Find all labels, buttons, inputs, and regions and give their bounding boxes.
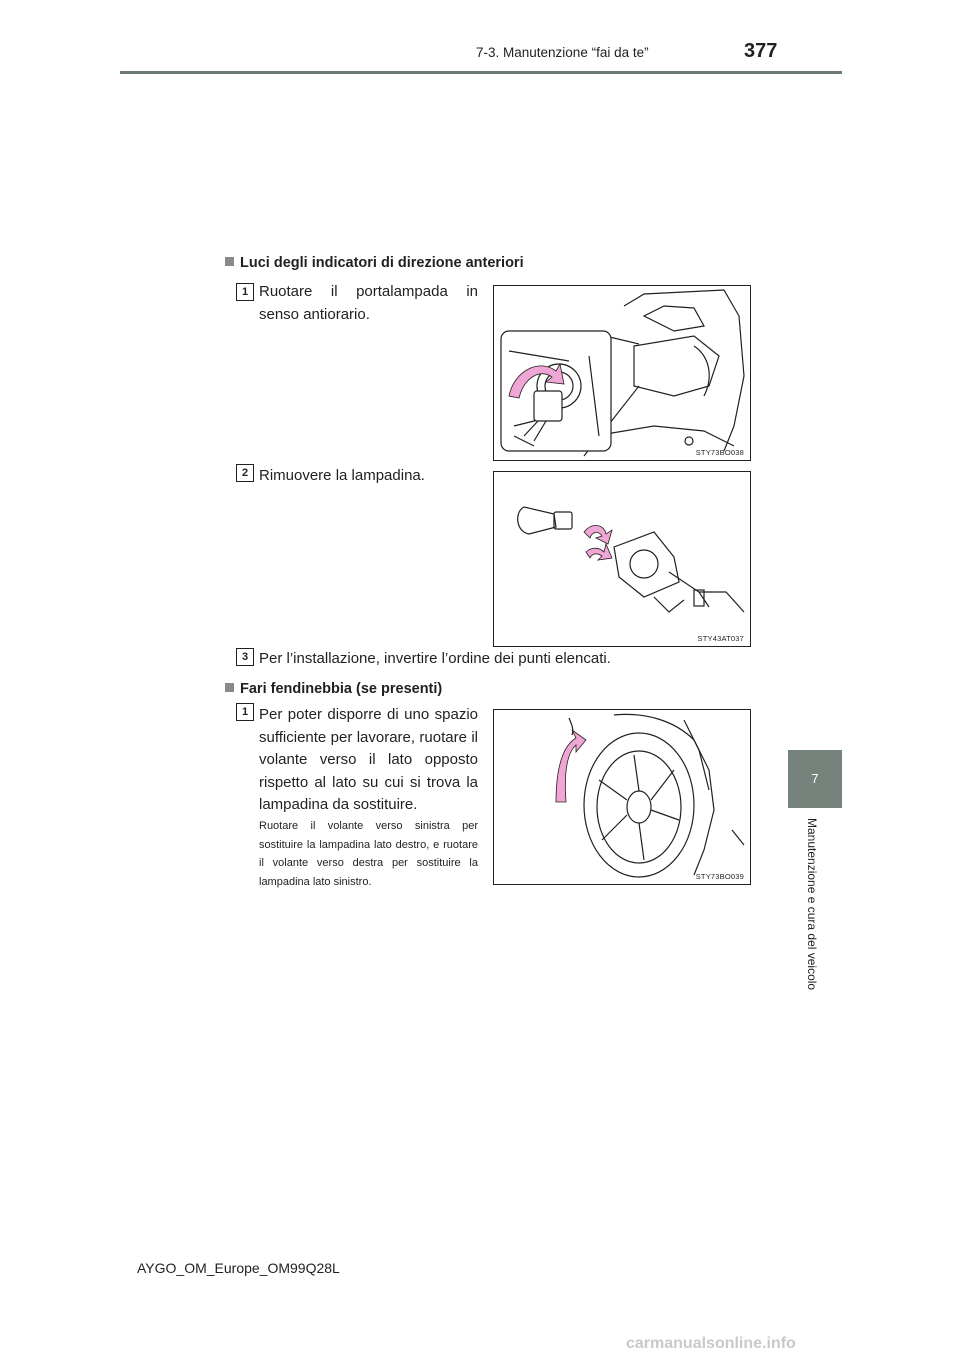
step-number: 2: [236, 464, 254, 482]
document-id: AYGO_OM_Europe_OM99Q28L: [137, 1260, 340, 1276]
rotate-arrow-icon: [584, 525, 612, 544]
headlight-illustration: [494, 286, 750, 460]
section-heading: [225, 255, 524, 271]
step-number: 1: [236, 283, 254, 301]
page-number: 377: [744, 40, 778, 62]
chapter-tab: 7: [788, 750, 842, 808]
watermark: carmanualsonline.info: [626, 1335, 796, 1352]
step-text: Ruotare il portalampada in senso antiorario.: [259, 283, 478, 323]
figure-bulb-holder: [493, 285, 751, 461]
heading-bullet-icon: [225, 257, 234, 266]
figure-code: STY73BO039: [695, 872, 744, 881]
step-text: Per poter disporre di uno spazio sufficiente per lavorare, ruotare il volante verso il lato opposto rispetto al lato su cui si trova la lampadina da sostituire.: [259, 706, 478, 813]
step-number: 3: [236, 648, 254, 666]
figure-steering-wheel: [493, 709, 751, 885]
header-divider: [120, 71, 842, 74]
step-note: Ruotare il volante verso sinistra per sostituire la lampadina lato destro, e ruotare il volante verso destra per sostituire la lampadina lato sinistro.: [259, 820, 478, 888]
section-title: 7-3. Manutenzione “fai da te”: [476, 45, 649, 60]
figure-code: STY73BO038: [695, 448, 744, 457]
pull-arrow-icon: [586, 544, 612, 560]
figure-bulb-removal: [493, 471, 751, 647]
bulb-illustration: [494, 472, 750, 646]
step-text: Per l’installazione, invertire l’ordine dei punti elencati.: [259, 650, 611, 667]
heading-bullet-icon: [225, 683, 234, 692]
wheel-illustration: [494, 710, 750, 884]
figure-code: STY43AT037: [697, 634, 744, 643]
chapter-title: Manutenzione e cura del veicolo: [805, 818, 819, 991]
heading-text: Luci degli indicatori di direzione anteriori: [240, 255, 524, 271]
section-heading: [225, 681, 442, 697]
turn-arrow-icon: [556, 730, 586, 802]
step-text: Rimuovere la lampadina.: [259, 467, 425, 484]
step-number: 1: [236, 703, 254, 721]
heading-text: Fari fendinebbia (se presenti): [240, 681, 443, 697]
